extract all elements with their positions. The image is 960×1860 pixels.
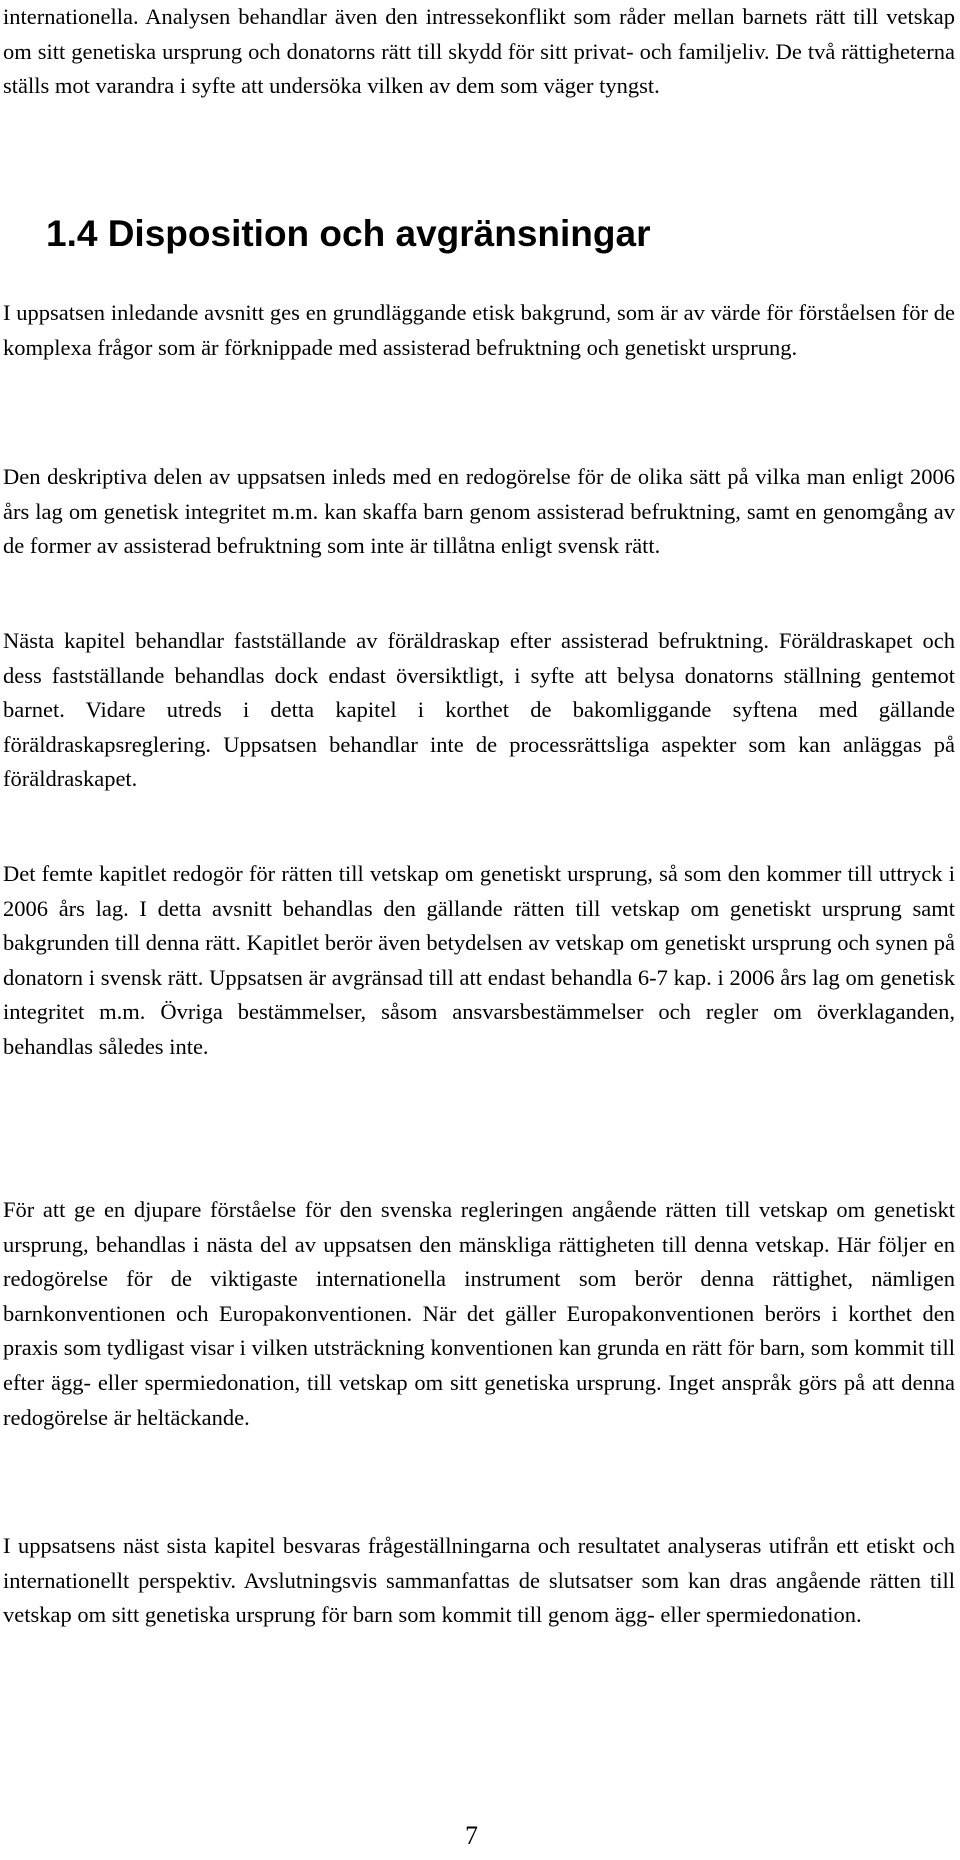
section-heading: 1.4 Disposition och avgränsningar	[46, 213, 651, 254]
paragraph-4: Det femte kapitlet redogör för rätten till vetskap om genetiskt ursprung, så som den kommer till uttryck i 2006 års lag. I detta avsnitt behandlas den gällande rätten till vetskap om genetiskt ursprung samt bakgrunden till denna rätt. Kapitlet berör även betydelsen av vetskap om genetiskt ursprung och synen på donatorn i svensk rätt. Uppsatsen är avgränsad till att endast behandla 6-7 kap. i 2006 års lag om genetisk integritet m.m. Övriga bestämmelser, såsom ansvarsbestämmelser och regler om överklaganden, behandlas således inte.	[3, 861, 955, 1059]
intro-paragraph: internationella. Analysen behandlar även den intressekonflikt som råder mellan barnets rätt till vetskap om sitt genetiska ursprung och donatorns rätt till skydd för sitt privat- och familjeliv. De två rättigheterna ställs mot varandra i syfte att undersöka vilken av dem som väger tyngst.	[3, 4, 955, 99]
page-number: 7	[465, 1821, 478, 1850]
paragraph-2: Den deskriptiva delen av uppsatsen inleds med en redogörelse för de olika sätt på vilka man enligt 2006 års lag om genetisk integritet m.m. kan skaffa barn genom assisterad befruktning, samt en genomgång av de former av assisterad befruktning som inte är tillåtna enligt svensk rätt.	[3, 464, 955, 559]
paragraph-1: I uppsatsen inledande avsnitt ges en grundläggande etisk bakgrund, som är av värde för förståelsen för de komplexa frågor som är förknippade med assisterad befruktning och genetiskt ursprung.	[3, 300, 955, 360]
paragraph-5: För att ge en djupare förståelse för den svenska regleringen angående rätten till vetskap om genetiskt ursprung, behandlas i nästa del av uppsatsen den mänskliga rättigheten till denna vetskap. Här följer en redogörelse för de viktigaste internationella instrument som berör denna rättighet, nämligen barnkonventionen och Europakonventionen. När det gäller Europakonventionen berörs i korthet den praxis som tydligast visar i vilken utsträckning konventionen kan grunda en rätt för barn, som kommit till efter ägg- eller spermiedonation, till vetskap om sitt genetiska ursprung. Inget anspråk görs på att denna redogörelse är heltäckande.	[3, 1197, 955, 1430]
paragraph-6: I uppsatsens näst sista kapitel besvaras frågeställningarna och resultatet analyseras utifrån ett etiskt och internationellt perspektiv. Avslutningsvis sammanfattas de slutsatser som kan dras angående rätten till vetskap om sitt genetiska ursprung för barn som kommit till genom ägg- eller spermiedonation.	[3, 1533, 955, 1628]
paragraph-3: Nästa kapitel behandlar fastställande av föräldraskap efter assisterad befruktning. Föräldraskapet och dess fastställande behandlas dock endast översiktligt, i syfte att belysa donatorns ställning gentemot barnet. Vidare utreds i detta kapitel i korthet de bakomliggande syftena med gällande föräldraskapsreglering. Uppsatsen behandlar inte de processrättsliga aspekter som kan anläggas på föräldraskapet.	[3, 628, 955, 792]
